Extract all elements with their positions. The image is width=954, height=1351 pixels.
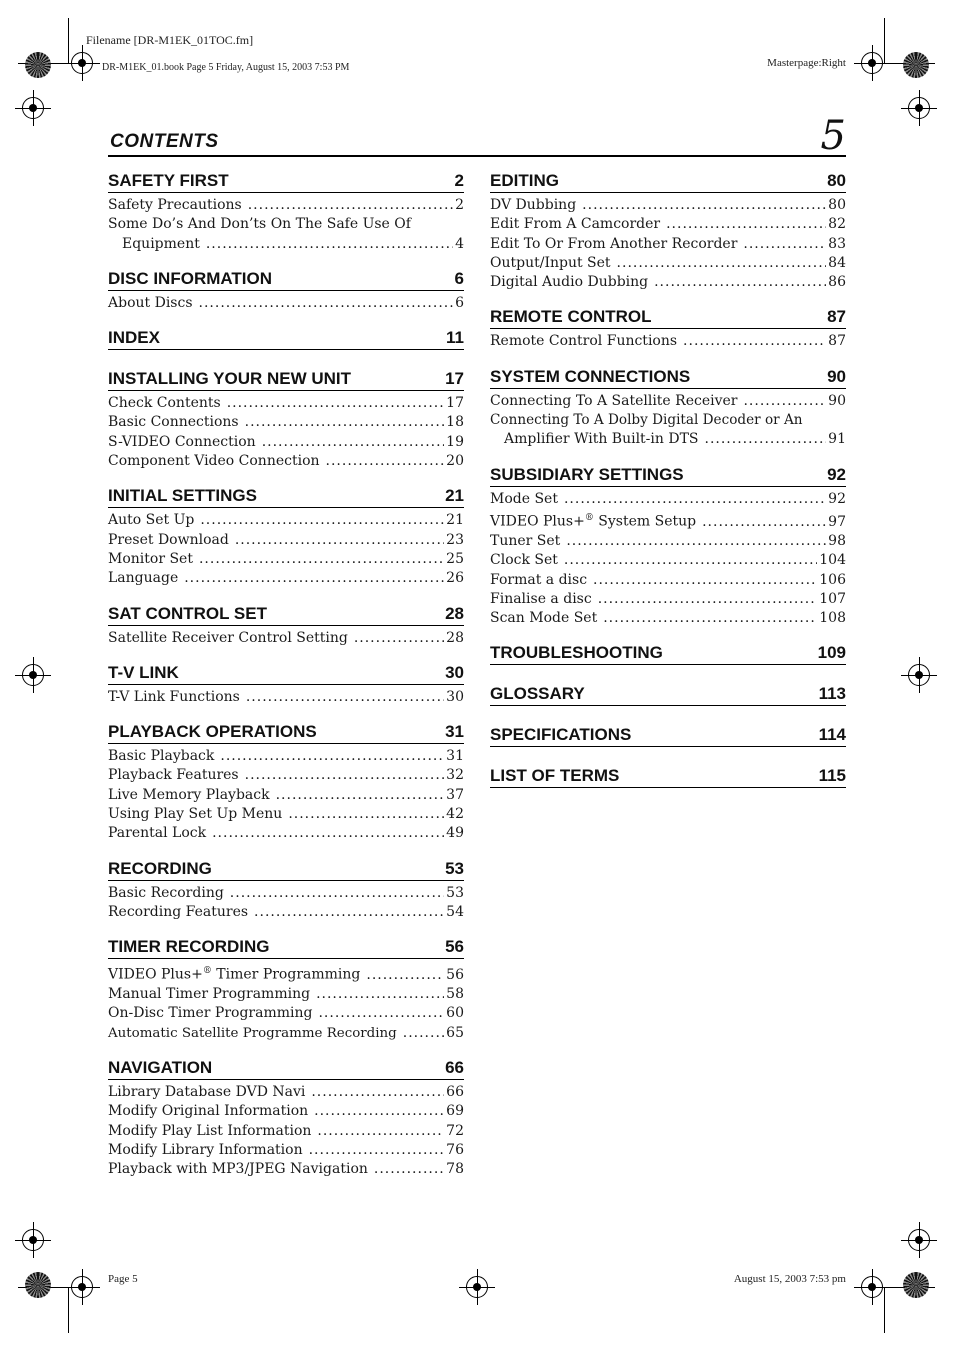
toc-section-troubleshooting (490, 638, 846, 665)
crop-mark (68, 1287, 69, 1333)
toc-section-sat-control-set (108, 599, 464, 648)
toc-entry[interactable]: VIDEO Plus+® System Setup ..... 97 (490, 509, 846, 532)
toc-entry[interactable]: VIDEO Plus+® Timer Programming ..... 56 (108, 962, 464, 985)
toc-entry[interactable]: DV Dubbing ..... 80 (490, 196, 846, 215)
section-heading[interactable]: SYSTEM CONNECTIONS 90 (490, 362, 846, 389)
color-rosette-icon (903, 1272, 929, 1298)
toc-entry[interactable]: Connecting To A Satellite Receiver ..... 90 (490, 392, 846, 411)
registration-mark-icon (861, 52, 883, 74)
toc-entry[interactable]: Basic Connections ..... 18 (108, 413, 464, 432)
toc-entry[interactable]: Tuner Set ..... 98 (490, 532, 846, 551)
toc-section-specifications (490, 720, 846, 747)
section-heading[interactable]: GLOSSARY 113 (490, 679, 846, 706)
section-heading[interactable]: EDITING 80 (490, 166, 846, 193)
toc-entry-line: Connecting To A Dolby Digital Decoder or An (490, 412, 803, 429)
toc-section-glossary (490, 679, 846, 706)
toc-entry[interactable]: Preset Download ..... 23 (108, 531, 464, 550)
toc-entry[interactable]: Format a disc ..... 106 (490, 571, 846, 590)
section-heading[interactable]: SAT CONTROL SET 28 (108, 599, 464, 626)
toc-entry-line: Some Do’s And Don’ts On The Safe Use Of (108, 216, 411, 233)
registration-mark-icon (908, 97, 930, 119)
color-rosette-icon (903, 52, 929, 78)
section-heading[interactable]: T-V LINK 30 (108, 658, 464, 685)
toc-entry[interactable]: Clock Set ..... 104 (490, 551, 846, 570)
toc-entry[interactable]: Edit To Or From Another Recorder ..... 83 (490, 235, 846, 254)
footer-date-label: August 15, 2003 7:53 pm (733, 1273, 846, 1285)
toc-entry[interactable]: T-V Link Functions ..... 30 (108, 688, 464, 707)
toc-entry[interactable]: Basic Playback ..... 31 (108, 747, 464, 766)
toc-section-disc-information (108, 264, 464, 313)
toc-entry[interactable]: S-VIDEO Connection ..... 19 (108, 433, 464, 452)
toc-entry[interactable]: Manual Timer Programming ..... 58 (108, 985, 464, 1004)
toc-entry[interactable]: Finalise a disc ..... 107 (490, 590, 846, 609)
toc-entry[interactable]: Monitor Set ..... 25 (108, 550, 464, 569)
toc-entry[interactable]: Basic Recording ..... 53 (108, 884, 464, 903)
toc-section-list-of-terms (490, 761, 846, 788)
toc-entry[interactable]: Playback with MP3/JPEG Navigation ..... 78 (108, 1160, 464, 1179)
toc-entry[interactable]: Using Play Set Up Menu ..... 42 (108, 805, 464, 824)
toc-entry[interactable]: Scan Mode Set ..... 108 (490, 609, 846, 628)
masterpage-label: Masterpage:Right (767, 57, 846, 69)
registration-mark-icon (22, 1229, 44, 1251)
registration-mark-icon (71, 52, 93, 74)
registration-mark-icon (71, 1276, 93, 1298)
color-rosette-icon (25, 1272, 51, 1298)
registration-mark-icon (466, 1276, 488, 1298)
registration-mark-icon (908, 1229, 930, 1251)
toc-entry[interactable]: Check Contents ..... 17 (108, 394, 464, 413)
toc-entry[interactable]: On-Disc Timer Programming ..... 60 (108, 1004, 464, 1023)
toc-section-timer-recording (108, 932, 464, 1043)
toc-section-system-connections (490, 362, 846, 450)
color-rosette-icon (25, 52, 51, 78)
toc-entry[interactable]: Digital Audio Dubbing ..... 86 (490, 273, 846, 292)
toc-entry[interactable]: Safety Precautions ..... 2 (108, 196, 464, 215)
page-title: CONTENTS (110, 131, 219, 152)
section-heading[interactable]: SPECIFICATIONS 114 (490, 720, 846, 747)
footer-page-label: Page 5 (108, 1273, 138, 1285)
toc-entry[interactable]: Equipment ..... 4 (108, 235, 464, 254)
filename-label: Filename [DR-M1EK_01TOC.fm] (86, 33, 254, 47)
page-number: 5 (820, 113, 846, 159)
section-heading[interactable]: NAVIGATION 66 (108, 1053, 464, 1080)
toc-entry[interactable]: Live Memory Playback ..... 37 (108, 786, 464, 805)
toc-section-editing (490, 166, 846, 292)
toc-entry[interactable]: Remote Control Functions ..... 87 (490, 332, 846, 351)
toc-entry[interactable]: Library Database DVD Navi ..... 66 (108, 1083, 464, 1102)
book-info-line: DR-M1EK_01.book Page 5 Friday, August 15, 2003 7:53 PM (102, 62, 350, 73)
toc-entry[interactable]: Amplifier With Built-in DTS ..... 91 (490, 430, 846, 449)
toc-entry[interactable]: Parental Lock ..... 49 (108, 824, 464, 843)
toc-entry[interactable]: Mode Set ..... 92 (490, 490, 846, 509)
registration-mark-icon (861, 1276, 883, 1298)
toc-entry[interactable]: Automatic Satellite Programme Recording ..... 65 (108, 1024, 464, 1043)
contents-header (108, 113, 846, 159)
toc-section-playback-operations (108, 717, 464, 843)
section-heading[interactable]: INDEX 11 (108, 323, 464, 350)
toc-entry[interactable]: Recording Features ..... 54 (108, 903, 464, 922)
toc-section-initial-settings (108, 481, 464, 588)
toc-section-remote-control (490, 302, 846, 351)
section-heading[interactable]: TROUBLESHOOTING 109 (490, 638, 846, 665)
toc-entry[interactable]: Edit From A Camcorder ..... 82 (490, 215, 846, 234)
crop-mark (884, 1287, 885, 1333)
section-heading[interactable]: REMOTE CONTROL 87 (490, 302, 846, 329)
toc-section-safety-first (108, 166, 464, 254)
toc-section-index (108, 323, 464, 350)
crop-mark (68, 18, 69, 64)
section-heading[interactable]: INSTALLING YOUR NEW UNIT 17 (108, 364, 464, 391)
toc-section-installing (108, 364, 464, 471)
registration-mark-icon (22, 97, 44, 119)
toc-entry[interactable]: Language ..... 26 (108, 569, 464, 588)
toc-entry[interactable]: Modify Original Information ..... 69 (108, 1102, 464, 1121)
toc-entry[interactable]: Satellite Receiver Control Setting ..... 28 (108, 629, 464, 648)
toc-entry[interactable]: Component Video Connection ..... 20 (108, 452, 464, 471)
toc-section-navigation (108, 1053, 464, 1179)
registration-mark-icon (22, 664, 44, 686)
crop-mark (884, 18, 885, 64)
section-heading[interactable]: SAFETY FIRST 2 (108, 166, 464, 193)
toc-section-subsidiary-settings (490, 460, 846, 629)
registration-mark-icon (908, 664, 930, 686)
toc-left-column (108, 166, 464, 1190)
toc-section-tv-link (108, 658, 464, 707)
section-heading[interactable]: DISC INFORMATION 6 (108, 264, 464, 291)
toc-section-recording (108, 854, 464, 923)
toc-entry[interactable]: Modify Play List Information ..... 72 (108, 1122, 464, 1141)
section-heading[interactable]: SUBSIDIARY SETTINGS 92 (490, 460, 846, 487)
toc-entry[interactable]: Auto Set Up ..... 21 (108, 511, 464, 530)
section-heading[interactable]: TIMER RECORDING 56 (108, 932, 464, 959)
toc-entry[interactable]: About Discs ..... 6 (108, 294, 464, 313)
section-heading[interactable]: INITIAL SETTINGS 21 (108, 481, 464, 508)
section-heading[interactable]: RECORDING 53 (108, 854, 464, 881)
toc-entry[interactable]: Playback Features ..... 32 (108, 766, 464, 785)
toc-right-column (490, 166, 846, 798)
section-heading[interactable]: LIST OF TERMS 115 (490, 761, 846, 788)
section-heading[interactable]: PLAYBACK OPERATIONS 31 (108, 717, 464, 744)
toc-entry[interactable]: Modify Library Information ..... 76 (108, 1141, 464, 1160)
toc-entry[interactable]: Output/Input Set ..... 84 (490, 254, 846, 273)
